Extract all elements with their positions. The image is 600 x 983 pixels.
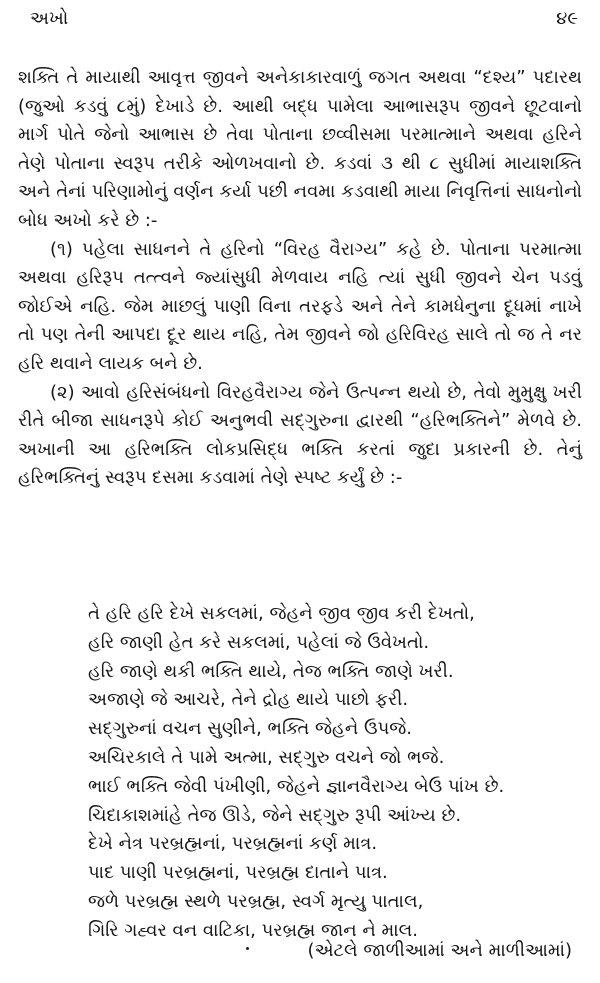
verse-line: ભાઈ ભક્તિ જેવી પંખીણી, જેહને જ્ઞાનવૈરાગ્ય બેઉ પાંખ છે. — [88, 775, 505, 797]
text-line: (૧) પહેલા સાધનને તે હરિનો “વિરહ વૈરાગ્ય” કહે છે. પોતાના — [50, 238, 511, 260]
verse-line: અચિરકાલે તે પામે અત્મા, સદ્ગુરુ વચને જો ભજે. — [88, 746, 445, 768]
verse-line: ચિદાકાશમાંહે તેજ ઊડે, જેને સદ્ગુરુ રૂપી આંખ્ય છે. — [88, 804, 462, 826]
text-line: કામધેનુના દૂધમાં નાખે તો પણ તેની આપદા દૂર થાય નહિ, તેમ જીવને જો — [18, 295, 582, 346]
verse-block — [88, 600, 512, 946]
verse-line: સદ્ગુરુનાં વચન સુણીને, ભક્તિ જેહને ઉપજે. — [88, 718, 412, 740]
paragraph-second-means — [18, 379, 582, 493]
verse-line: પાદ પાણી પરબ્રહ્મનાં, પરબ્રહ્મ દાતાને પાત્ર. — [88, 862, 388, 884]
verse-line: જળે પરબ્રહ્મ સ્થળે પરબ્રહ્મ, સ્વર્ગ મૃત્યુ પાતાલ, — [88, 890, 424, 912]
text-line: કર્યું છે :- — [336, 467, 403, 489]
print-speck — [246, 947, 249, 950]
text-line: પદારથ (જુઓ કડવું ૮મું) દેખાડે છે. આથી બદ્ધ પામેલા આભાસરૂપ — [18, 67, 582, 117]
verse-gloss: (એટલે જાળીઆમાં અને માળીઆમાં) — [307, 940, 572, 961]
text-line: પરમાત્માને અથવા હરિને તેણે પોતાના સ્વરૂપ તરીકે ઓળખવાનો છે. — [18, 124, 582, 174]
running-head-title: અખો — [30, 8, 69, 29]
text-line: ચેન પડવું જોઈએ નહિ. જેમ માછલું પાણી વિના તરફડે અને તેને — [18, 267, 582, 317]
text-line: “હરિભક્તિને” મેળવે છે. અખાની આ હરિભક્તિ લોકપ્રસિદ્ધ ભક્તિ — [18, 410, 582, 460]
text-line: હરિવિરહ સાલે તો જ તે નર હરિ થવાને લાયક બને છે. — [18, 324, 582, 374]
page-number: ૪૯ — [556, 8, 578, 29]
verse-line: હરિ જાણે થકી ભક્તિ થાયે, તેજ ભક્તિ જાણે ખરી. — [88, 660, 454, 682]
text-line: પરમાત્મા અથવા હરિરૂપ તત્ત્વને જ્યાંસુધી મેળવાય નહિ ત્યાં સુધી જીવને — [18, 238, 582, 289]
text-line: જીવને છૂટવાનો માર્ગ પોતે જેનો આભાસ છે તેવા પોતાના છવ્વીસમા — [18, 95, 583, 146]
prose-body — [18, 64, 582, 493]
text-line: નવમા કડવાથી માયા નિવૃત્તિનાં સાધનોનો બોધ અખો કરે છે :- — [18, 181, 582, 231]
text-line: શક્તિ તે માયાથી આવૃત્ત જીવને અનેકાકારવાળું જગત અથવા “દશ્ય” — [18, 67, 526, 88]
paragraph-intro — [18, 64, 582, 236]
verse-line: દેખે નેત્ર પરબ્રહ્મનાં, પરબ્રહ્મનાં કર્ણ માત્ર. — [88, 833, 378, 855]
text-line: કડવાં ૩ થી ૮ સુધીમાં માયાશક્તિ અને તેનાં પરિણામોનું વર્ણન કર્યા પછી — [18, 152, 582, 203]
paragraph-first-means — [18, 236, 582, 379]
verse-line: હરિ જાણી હેત કરે સકલમાં, પહેલાં જે ઉવેખતો. — [88, 631, 430, 653]
text-line: (૨) આવો હરિસંબંધનો વિરહવૈરાગ્ય જેને ઉત્પન્ન થયો છે, તેવો — [50, 381, 502, 403]
verse-line: તે હરિ હરિ દેખે સકલમાં, જેહને જીવ જીવ કરી દેખતો, — [88, 603, 475, 624]
running-head — [0, 8, 600, 44]
verse-line: અજાણે જે આચરે, તેને દ્રોહ થાયે પાછો ફરી. — [88, 689, 409, 711]
text-line: કરતાં જુદા પ્રકારની છે. તેનું હરિભક્તિનું સ્વરૂપ દસમા કડવામાં તેણે સ્પષ્ટ — [18, 438, 582, 489]
text-line: મુમુક્ષુ ખરી રીતે બીજા સાધનરૂપે કોઈ અનુભવી સદ્ગુરુના દ્વારથી — [18, 381, 582, 432]
verse-line: ગિરિ ગહ્વર વન વાટિકા, પરબ્રહ્મ જાન ને માલ. — [88, 919, 419, 941]
